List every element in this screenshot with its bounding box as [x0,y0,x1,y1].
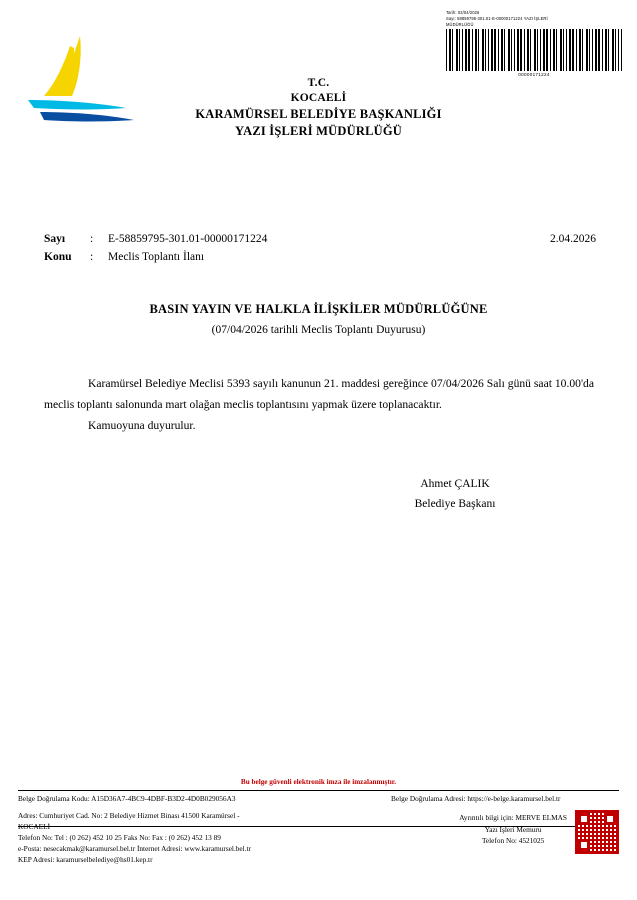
meta-colon-sayi: : [90,233,94,245]
document-footer [18,793,619,865]
footer-detail-contact-lines [459,810,567,847]
footer-address-line-1: Adres: Cumhuriyet Cad. No: 2 Belediye Hizmet Binası 41500 Karamürsel - [18,811,240,820]
body-paragraph-2: Kamuoyuna duyurulur. [88,419,196,432]
footer-verification-code-group [18,793,390,804]
footer-address-line-2: KOCAELİ [18,822,51,831]
barcode-meta-line-3: MÜDÜRLÜĞÜ [446,21,474,27]
addressee-main: BASIN YAYIN VE HALKLA İLİŞKİLER MÜDÜRLÜĞÜNE [149,302,488,316]
document-body [44,373,594,436]
footer-detail-contact-block [381,810,619,865]
signature-block [360,474,550,514]
barcode-meta-line-1: Tarih: 02/04/2026 [446,10,480,15]
body-paragraph-1: Karamürsel Belediye Meclisi 5393 sayılı kanunun 21. maddesi gereğince 07/04/2026 Salı günü saat 10.00'da meclis toplantı salonunda mart olağan meclis toplantısını yapmak üzere toplanacaktır. [44,377,594,411]
meta-value-sayi: E-58859795-301.01-00000171224 [108,233,268,245]
meta-value-konu: Meclis Toplantı İlanı [108,251,205,263]
footer-contact-row [18,810,619,865]
footer-verification-address-group [391,793,619,804]
e-signature-notice: Bu belge güvenli elektronik imza ile imzalanmıştır. [240,778,397,786]
footer-verification-row [18,793,619,804]
barcode-meta [446,10,622,28]
footer-verification-code-value: A15D36A7-4BC9-4DBF-B3D2-4D0B029056A3 [91,794,236,803]
qr-finder-icon [578,839,590,851]
barcode-icon [446,29,622,71]
meta-row-sayi [44,230,596,248]
document-header [0,76,637,140]
footer-phone-line: Telefon No: Tel : (0 262) 452 10 25 Faks No: Fax : (0 262) 452 13 89 [18,833,221,842]
barcode-block [446,10,622,77]
footer-detail-phone: Telefon No: 4521025 [481,836,545,845]
footer-verification-address-label: Belge Doğrulama Adresi: [391,794,466,803]
barcode-meta-line-2: Sayı: 58859795-301.01-E-00000171224 YAZI İŞLERİ [446,15,548,21]
footer-kep-line: KEP Adresi: karamurselbelediye@hs01.kep.tr [18,855,153,864]
signature-title: Belediye Başkanı [414,498,496,510]
header-department: YAZI İŞLERİ MÜDÜRLÜĞÜ [235,124,402,138]
footer-email-line: e-Posta: nesecakmak@karamursel.bel.tr İnternet Adresi: www.karamursel.bel.tr [18,844,251,853]
meta-colon-konu: : [90,251,94,263]
footer-verification-code-label: Belge Doğrulama Kodu: [18,794,90,803]
signature-name: Ahmet ÇALIK [420,478,490,490]
header-tc: T.C. [307,77,330,89]
meta-row-konu [44,248,596,266]
footer-detail-title: Yazı İşleri Memuru [484,824,542,834]
footer-detail-info-line: Ayrıntılı bilgi için: MERVE ELMAS [459,813,567,822]
footer-address-block [18,810,380,865]
footer-verification-address-link[interactable]: https://e-belge.karamursel.bel.tr [467,794,561,803]
header-municipality: KARAMÜRSEL BELEDİYE BAŞKANLIĞI [195,107,442,121]
footer-divider-top [18,790,619,791]
qr-code-icon[interactable] [575,810,619,854]
addressee-subtitle: (07/04/2026 tarihli Meclis Toplantı Duyurusu) [211,324,426,336]
document-date: 2.04.2026 [550,233,596,245]
header-city: KOCAELİ [290,92,347,104]
meta-label-sayi: Sayı [44,233,66,245]
document-meta [44,230,596,266]
barcode-number: 00000171224 [518,71,550,77]
addressee-block [0,302,637,336]
meta-label-konu: Konu [44,251,72,263]
